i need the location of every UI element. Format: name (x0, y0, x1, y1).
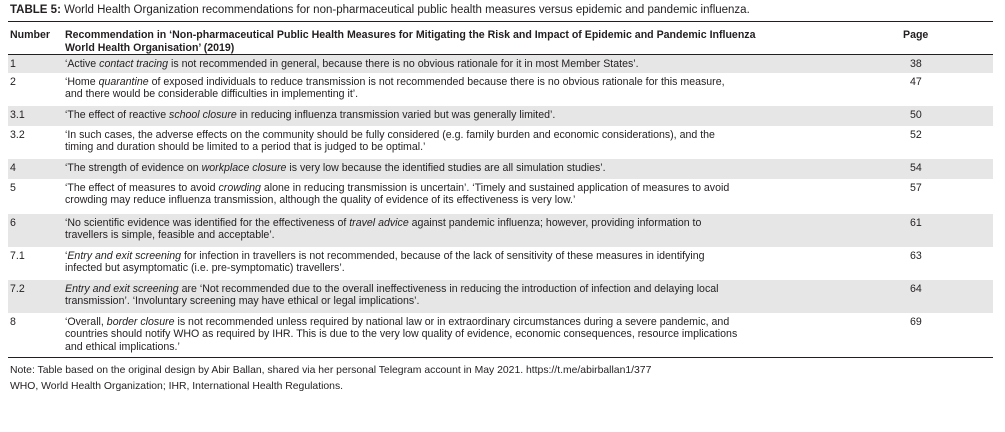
row-recommendation (63, 280, 853, 313)
row-recommendation (63, 247, 853, 280)
table-row (8, 159, 993, 179)
note-abbreviations: WHO, World Health Organization; IHR, International Health Regulations. (10, 381, 344, 393)
caption-label: TABLE 5: (10, 4, 61, 16)
recommendation-text: travellers is simple, feasible and acceptable’. (65, 229, 275, 242)
row-recommendation (63, 214, 853, 247)
table-row (8, 214, 993, 247)
emphasised-measure: border closure (106, 315, 175, 328)
row-page: 69 (853, 313, 993, 358)
recommendation-text: ‘Active (65, 58, 100, 71)
recommendation-text: is not recommended unless required by national law or in extraordinary circumstances during a severe pandemic, and (174, 315, 730, 328)
recommendation-text: are ‘Not recommended due to the overall ineffectiveness in reducing the introduction of infection and delaying local (178, 282, 719, 295)
row-recommendation (63, 159, 853, 179)
recommendation-text: ‘Overall, (65, 315, 107, 328)
row-recommendation (63, 179, 853, 214)
recommendation-text: and there would be considerable difficulties in implementing it’. (65, 88, 359, 101)
emphasised-measure: contact tracing (99, 58, 169, 71)
row-recommendation (63, 126, 853, 159)
recommendation-text: ‘ (65, 249, 68, 262)
recommendation-text: ‘The effect of reactive (65, 108, 170, 121)
row-number: 6 (8, 214, 63, 247)
note-source: Note: Table based on the original design by Abir Ballan, shared via her personal Telegram account in May 2021. https://t.me/abirballan1/377 (10, 365, 652, 377)
row-recommendation (63, 73, 853, 106)
table-notes (8, 363, 993, 395)
header-row (8, 22, 993, 55)
row-number: 8 (8, 313, 63, 358)
table-row (8, 55, 993, 73)
row-page: 64 (853, 280, 993, 313)
recommendation-text: transmission’. ‘Involuntary screening may have ethical or legal implications’. (65, 295, 420, 308)
emphasised-measure: crowding (218, 181, 261, 194)
caption-text: World Health Organization recommendations for non-pharmaceutical public health measures versus epidemic and pandemic influenza. (60, 4, 750, 16)
recommendation-text: ‘The strength of evidence on (65, 161, 202, 174)
table-row (8, 313, 993, 358)
row-number: 7.1 (10, 249, 25, 262)
row-number: 3.2 (10, 128, 25, 141)
recommendation-text: timing and duration should be limited to a period that is judged to be optimal.’ (65, 141, 426, 154)
row-page: 52 (910, 128, 922, 141)
table-caption (8, 0, 993, 22)
row-recommendation (63, 313, 853, 358)
recommendation-text: against pandemic influenza; however, providing information to (408, 216, 702, 229)
header-recommendation-line2: World Health Organisation’ (2019) (65, 41, 235, 54)
emphasised-measure: Entry and exit screening (65, 282, 179, 295)
table-row (8, 106, 993, 126)
recommendation-text: in reducing influenza transmission varied but was generally limited’. (236, 108, 556, 121)
row-page: 54 (853, 159, 993, 179)
recommendation-text: infected but asymptomatic (i.e. pre-symptomatic) travellers’. (65, 262, 345, 275)
emphasised-measure: workplace closure (201, 161, 287, 174)
recommendation-text: ‘No scientific evidence was identified for the effectiveness of (65, 216, 350, 229)
emphasised-measure: quarantine (98, 75, 149, 88)
row-number: 5 (10, 181, 16, 194)
recommendation-text: countries should notify WHO as required by IHR. This is due to the very low quality of evidence, economic consequences, resource implications (65, 328, 738, 341)
row-number: 2 (10, 75, 16, 88)
row-number: 1 (8, 55, 63, 73)
recommendations-table (8, 22, 993, 358)
row-page: 47 (910, 75, 922, 88)
table-row (8, 73, 993, 106)
table-body (8, 55, 993, 358)
emphasised-measure: travel advice (349, 216, 409, 229)
recommendation-text: of exposed individuals to reduce transmission is not recommended because there is no obvious rationale for this measure, (148, 75, 725, 88)
row-recommendation (63, 55, 853, 73)
recommendation-text: crowding may reduce influenza transmission, although the quality of evidence of its effectiveness is very low.’ (65, 194, 576, 207)
row-number: 4 (8, 159, 63, 179)
recommendation-text: is very low because the identified studies are all simulation studies’. (286, 161, 606, 174)
row-page: 63 (910, 249, 922, 262)
recommendation-text: ‘In such cases, the adverse effects on the community should be fully considered (e.g. family burden and economic considerations), and the (65, 128, 715, 141)
header-number: Number (8, 22, 63, 55)
table-row (8, 247, 993, 280)
row-recommendation (63, 106, 853, 126)
recommendation-text: alone in reducing transmission is uncertain’. ‘Timely and sustained application of measures to avoid (260, 181, 730, 194)
table-row (8, 126, 993, 159)
header-recommendation-line1: Recommendation in ‘Non-pharmaceutical Public Health Measures for Mitigating the Risk and Impact of Epidemic and Pandemic Influenza (65, 29, 756, 41)
header-page: Page (853, 22, 993, 55)
recommendation-text: ‘Home (65, 75, 99, 88)
header-recommendation (63, 22, 853, 55)
row-page: 57 (910, 181, 922, 194)
table-row (8, 179, 993, 214)
recommendation-text: ‘The effect of measures to avoid (65, 181, 219, 194)
recommendation-text: and ethical implications.’ (65, 340, 180, 353)
recommendation-text: is not recommended in general, because there is no obvious rationale for it in most Member States’. (168, 58, 639, 71)
row-page: 38 (853, 55, 993, 73)
row-number: 7.2 (8, 280, 63, 313)
emphasised-measure: school closure (169, 108, 237, 121)
row-page: 61 (853, 214, 993, 247)
table-container (8, 0, 993, 395)
emphasised-measure: Entry and exit screening (67, 249, 182, 262)
row-number: 3.1 (8, 106, 63, 126)
table-row (8, 280, 993, 313)
recommendation-text: for infection in travellers is not recommended, because of the lack of sensitivity of these measures in identifying (181, 249, 705, 262)
row-page: 50 (853, 106, 993, 126)
